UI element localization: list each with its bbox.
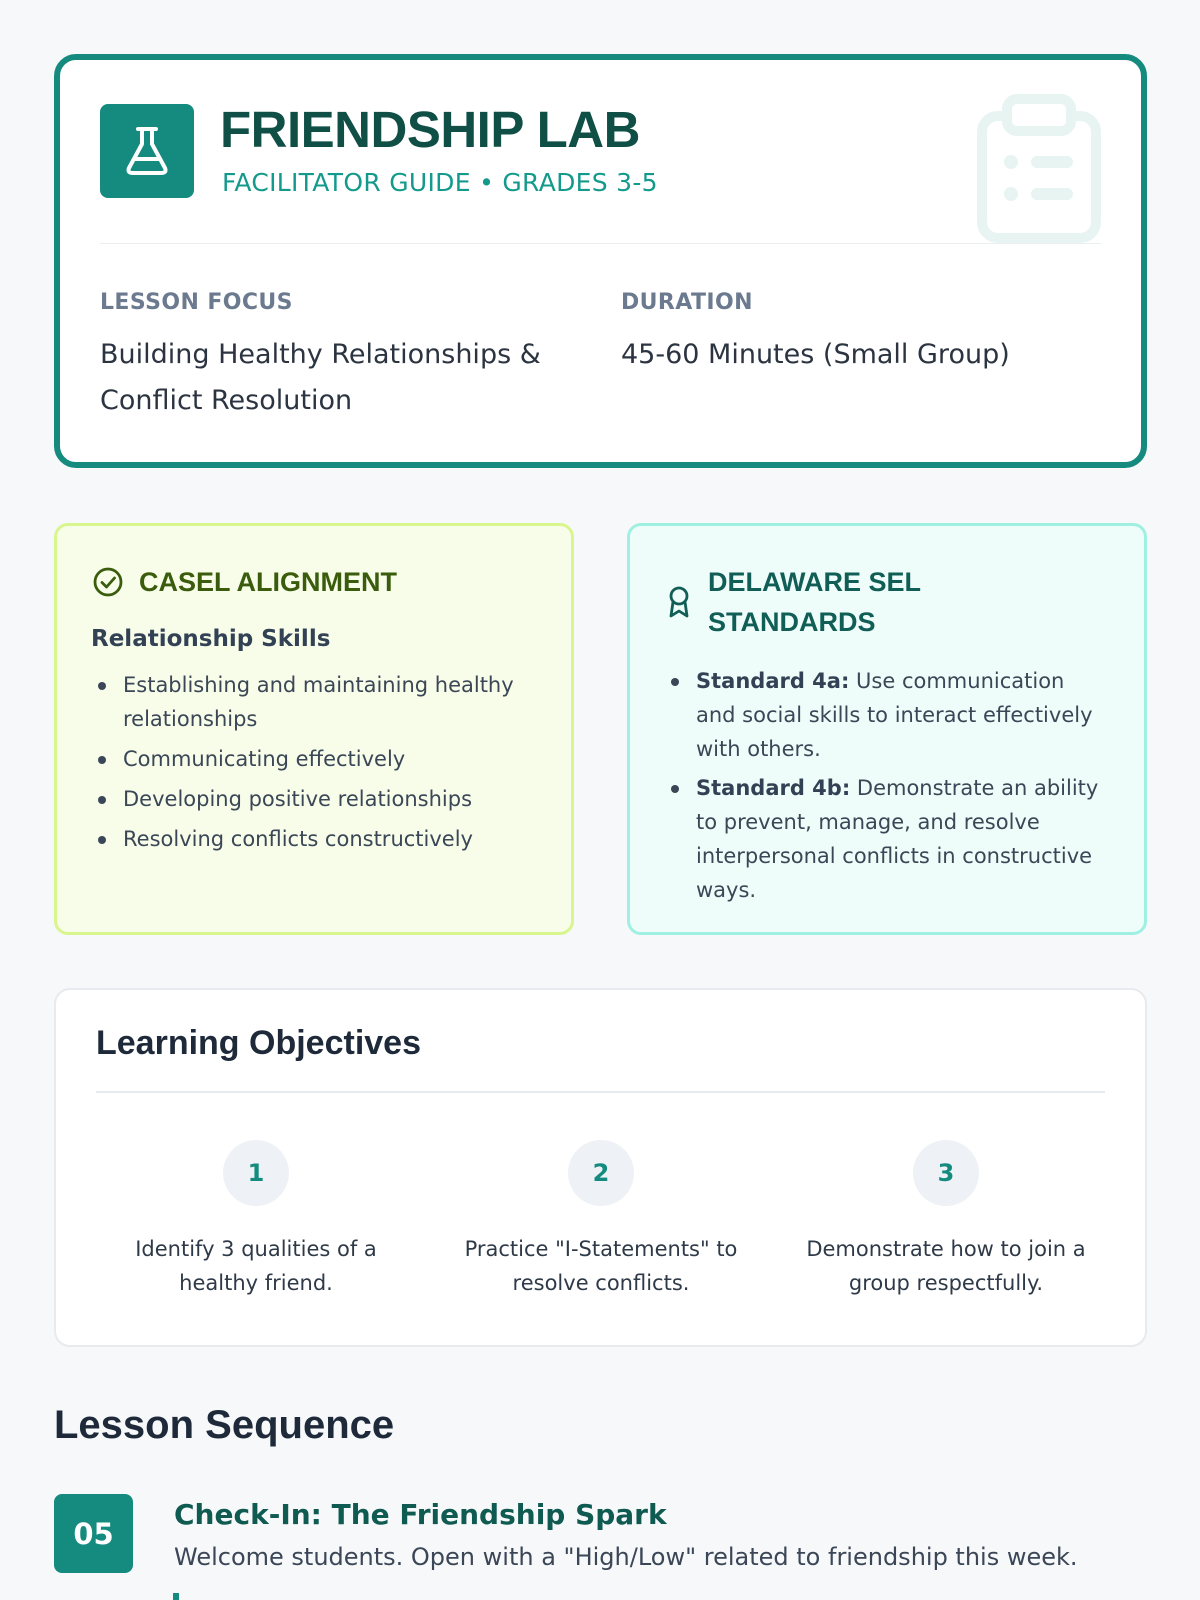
casel-card-header xyxy=(91,562,537,602)
delaware-card-header xyxy=(664,562,1110,642)
list-item xyxy=(664,664,1110,766)
duration-label: DURATION xyxy=(621,290,753,315)
page-subtitle: FACILITATOR GUIDE • GRADES 3-5 xyxy=(222,168,658,197)
learning-objectives-card xyxy=(54,988,1147,1347)
flask-icon xyxy=(124,126,170,176)
objective-item xyxy=(796,1140,1096,1300)
delaware-title: DELAWARE SEL STANDARDS xyxy=(708,567,921,637)
delaware-standards-card xyxy=(627,523,1147,935)
standard-key: Standard 4b: xyxy=(696,776,851,800)
award-ribbon-icon xyxy=(664,584,694,620)
lesson-sequence-heading: Lesson Sequence xyxy=(54,1403,395,1447)
objective-number: 3 xyxy=(913,1140,979,1206)
standard-text: Use communication and social skills to interact effectively with others. xyxy=(696,669,1093,761)
delaware-list xyxy=(664,664,1110,907)
step-number-badge: 05 xyxy=(54,1494,133,1573)
objective-item xyxy=(451,1140,751,1300)
objective-text: Demonstrate how to join a group respectfully. xyxy=(806,1237,1086,1295)
page-title: FRIENDSHIP LAB xyxy=(220,101,640,158)
logo-tile xyxy=(100,104,194,198)
casel-alignment-card xyxy=(54,523,574,935)
objective-item xyxy=(106,1140,406,1300)
step-title: Check-In: The Friendship Spark xyxy=(174,1498,667,1531)
list-item: Establishing and maintaining healthy relationships xyxy=(91,668,537,736)
standard-text: Demonstrate an ability to prevent, manage, and resolve interpersonal conflicts in constructive ways. xyxy=(696,776,1099,902)
clipboard-list-icon xyxy=(977,94,1101,244)
header-divider xyxy=(100,243,1101,244)
objective-text: Practice "I-Statements" to resolve conflicts. xyxy=(464,1237,738,1295)
check-circle-icon xyxy=(91,565,125,599)
casel-title: CASEL ALIGNMENT xyxy=(139,567,398,597)
step-timeline-rail xyxy=(173,1593,179,1600)
standard-key: Standard 4a: xyxy=(696,669,850,693)
header-card xyxy=(54,54,1147,468)
list-item: Resolving conflicts constructively xyxy=(91,822,537,856)
duration-value: 45-60 Minutes (Small Group) xyxy=(621,339,1010,370)
objective-number: 1 xyxy=(223,1140,289,1206)
list-item xyxy=(664,771,1110,907)
objective-number: 2 xyxy=(568,1140,634,1206)
casel-list xyxy=(91,668,537,856)
list-item: Communicating effectively xyxy=(91,742,537,776)
objective-text: Identify 3 qualities of a healthy friend. xyxy=(135,1237,377,1295)
objectives-divider xyxy=(96,1091,1105,1093)
step-description: Welcome students. Open with a "High/Low" related to friendship this week. xyxy=(174,1543,1078,1571)
objectives-heading: Learning Objectives xyxy=(96,1024,421,1062)
lesson-focus-label: LESSON FOCUS xyxy=(100,290,293,315)
casel-subtitle: Relationship Skills xyxy=(91,626,331,652)
lesson-focus-value: Building Healthy Relationships & Conflict Resolution xyxy=(100,339,541,416)
list-item: Developing positive relationships xyxy=(91,782,537,816)
